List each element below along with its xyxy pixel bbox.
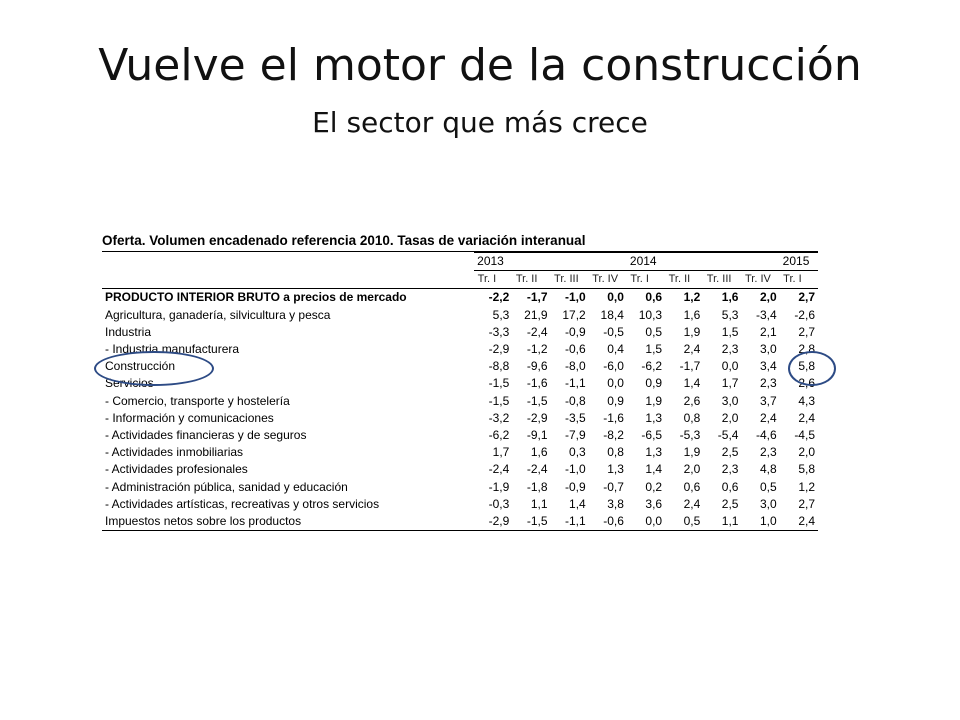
row-value: -2,4 — [526, 462, 548, 477]
row-value: -1,1 — [551, 513, 589, 531]
quarter-header: Tr. IV — [741, 271, 779, 289]
row-value: -2,6 — [794, 307, 815, 322]
row-label: Industria — [105, 324, 152, 339]
row-value: -0,5 — [603, 324, 624, 339]
row-value: 2,4 — [683, 342, 701, 357]
row-label: Servicios — [105, 376, 154, 391]
table-caption: Oferta. Volumen encadenado referencia 2010. Tasas de variación interanual — [102, 232, 818, 252]
row-value: 3,7 — [759, 393, 777, 408]
row-value: -9,6 — [526, 359, 548, 374]
row-value: -1,7 — [512, 289, 550, 307]
quarter-header: Tr. IV — [589, 271, 627, 289]
row-value: -6,2 — [488, 427, 510, 442]
slide-subtitle: El sector que más crece — [312, 106, 648, 139]
row-value: -7,9 — [565, 427, 586, 442]
quarter-header-spacer — [102, 271, 474, 289]
row-value: -1,7 — [679, 359, 701, 374]
row-value: 1,5 — [645, 342, 663, 357]
row-value: 2,4 — [798, 410, 815, 425]
row-label: - Actividades artísticas, recreativas y otros servicios — [105, 496, 380, 511]
row-value: 0,0 — [721, 359, 739, 374]
row-value: -2,9 — [488, 342, 510, 357]
row-value: 1,6 — [703, 289, 741, 307]
table-row — [102, 427, 818, 444]
row-value: 2,8 — [798, 342, 815, 357]
row-value: 3,0 — [759, 496, 777, 511]
row-value: 3,6 — [645, 496, 663, 511]
row-value: 1,1 — [530, 496, 548, 511]
row-value: -6,2 — [641, 359, 663, 374]
row-label: - Información y comunicaciones — [105, 410, 274, 425]
row-value: -0,6 — [589, 513, 627, 531]
row-value: 2,5 — [721, 445, 739, 460]
row-value: 0,2 — [645, 479, 663, 494]
gdp-supply-table — [102, 232, 818, 531]
row-label: - Industria manufacturera — [105, 342, 240, 357]
row-value: 0,9 — [645, 376, 663, 391]
row-value: 1,7 — [492, 445, 510, 460]
row-value: 0,5 — [759, 479, 777, 494]
row-value: -8,2 — [603, 427, 624, 442]
row-value: 0,9 — [607, 393, 624, 408]
row-value: 1,5 — [721, 324, 739, 339]
row-value: 0,5 — [645, 324, 663, 339]
row-value: 2,3 — [759, 376, 777, 391]
row-value: -2,9 — [474, 513, 512, 531]
row-value: 0,8 — [683, 410, 701, 425]
row-value: 0,8 — [607, 445, 624, 460]
row-value: 2,4 — [780, 513, 818, 531]
row-value: 2,3 — [721, 342, 739, 357]
year-header-spacer — [102, 253, 474, 271]
row-value: -0,9 — [565, 324, 586, 339]
year-header-2014: 2014 — [627, 253, 780, 271]
row-label: - Administración pública, sanidad y educación — [105, 479, 348, 494]
row-value: 0,3 — [569, 445, 586, 460]
row-value: 2,7 — [780, 289, 818, 307]
row-value: 1,3 — [645, 410, 663, 425]
row-value: 0,0 — [589, 289, 627, 307]
row-label: Construcción — [105, 359, 176, 374]
row-value: 0,4 — [607, 342, 624, 357]
row-value: -1,6 — [526, 376, 548, 391]
row-value: -2,9 — [526, 410, 548, 425]
row-value: -4,6 — [755, 427, 777, 442]
table-row — [102, 393, 818, 410]
row-value: 2,4 — [683, 496, 701, 511]
row-value: -1,0 — [565, 462, 586, 477]
quarter-header: Tr. I — [474, 271, 512, 289]
row-value: 0,6 — [683, 479, 701, 494]
row-value: 2,3 — [721, 462, 739, 477]
row-value: 1,4 — [569, 496, 586, 511]
row-value: 1,6 — [683, 307, 701, 322]
row-value: -1,6 — [603, 410, 624, 425]
row-value: 2,6 — [798, 376, 815, 391]
row-label: - Actividades financieras y de seguros — [105, 427, 307, 442]
row-value: 2,0 — [741, 289, 779, 307]
row-value: 3,0 — [759, 342, 777, 357]
row-value: 2,0 — [721, 410, 739, 425]
row-value: 2,3 — [759, 445, 777, 460]
row-value: -1,5 — [512, 513, 550, 531]
quarter-header-row — [102, 271, 818, 289]
row-label: Agricultura, ganadería, silvicultura y pesca — [105, 307, 331, 322]
table-row — [102, 513, 818, 531]
row-value: 3,0 — [721, 393, 739, 408]
row-value: 5,8 — [798, 462, 815, 477]
row-value: 1,9 — [645, 393, 663, 408]
year-header-row — [102, 253, 818, 271]
row-value: -5,3 — [679, 427, 701, 442]
row-value: 5,3 — [492, 307, 510, 322]
row-value: -1,2 — [526, 342, 548, 357]
row-value: -5,4 — [717, 427, 739, 442]
row-value: 0,6 — [721, 479, 739, 494]
row-value: 1,9 — [683, 324, 701, 339]
row-value: 2,7 — [798, 496, 815, 511]
row-value: -8,0 — [565, 359, 586, 374]
row-value: 3,8 — [607, 496, 624, 511]
table-row — [102, 307, 818, 324]
row-value: -1,5 — [488, 393, 510, 408]
table-row — [102, 375, 818, 392]
year-header-2015: 2015 — [780, 253, 818, 271]
row-value: 0,5 — [665, 513, 703, 531]
row-value: -2,2 — [474, 289, 512, 307]
row-value: -3,3 — [488, 324, 510, 339]
row-value: -0,8 — [565, 393, 586, 408]
row-value: 1,2 — [798, 479, 815, 494]
row-value: -0,7 — [603, 479, 624, 494]
gdp-row — [102, 289, 818, 307]
row-value: 10,3 — [638, 307, 663, 322]
row-value: 21,9 — [524, 307, 548, 322]
data-table — [102, 252, 818, 531]
row-value: 2,0 — [798, 445, 815, 460]
year-header-2013: 2013 — [474, 253, 627, 271]
row-value: 1,4 — [683, 376, 701, 391]
row-value: 3,4 — [759, 359, 777, 374]
row-value: -2,4 — [488, 462, 510, 477]
row-value: 0,6 — [627, 289, 665, 307]
row-value: 1,3 — [645, 445, 663, 460]
row-value: 1,9 — [683, 445, 701, 460]
row-label: - Actividades inmobiliarias — [105, 445, 244, 460]
table-row — [102, 496, 818, 513]
row-label: PRODUCTO INTERIOR BRUTO a precios de mercado — [102, 289, 474, 307]
row-value: -1,9 — [488, 479, 510, 494]
table-row — [102, 410, 818, 427]
row-value: 1,4 — [645, 462, 663, 477]
row-value: 17,2 — [562, 307, 586, 322]
row-value: -1,0 — [551, 289, 589, 307]
slide-title: Vuelve el motor de la construcción — [98, 40, 862, 91]
row-value: 1,6 — [530, 445, 548, 460]
row-label: Impuestos netos sobre los productos — [102, 513, 474, 531]
quarter-header: Tr. II — [665, 271, 703, 289]
row-value: 5,8 — [798, 359, 815, 374]
row-value: 1,3 — [607, 462, 624, 477]
row-value: 1,2 — [665, 289, 703, 307]
quarter-header: Tr. I — [627, 271, 665, 289]
row-value: -0,6 — [565, 342, 586, 357]
table-body — [102, 289, 818, 531]
row-value: 1,0 — [741, 513, 779, 531]
row-value: -6,5 — [641, 427, 663, 442]
row-value: 2,6 — [683, 393, 701, 408]
quarter-header: Tr. III — [551, 271, 589, 289]
row-value: -0,9 — [565, 479, 586, 494]
row-value: 5,3 — [721, 307, 739, 322]
quarter-header: Tr. II — [512, 271, 550, 289]
row-value: -1,5 — [526, 393, 548, 408]
row-value: 18,4 — [600, 307, 624, 322]
row-value: 4,8 — [759, 462, 777, 477]
row-value: -4,5 — [794, 427, 815, 442]
row-value: -3,5 — [565, 410, 586, 425]
row-value: -8,8 — [488, 359, 510, 374]
row-value: 2,0 — [683, 462, 701, 477]
table-row — [102, 341, 818, 358]
table-row — [102, 324, 818, 341]
row-value: -1,1 — [565, 376, 586, 391]
row-value: 1,1 — [703, 513, 741, 531]
row-value: -3,2 — [488, 410, 510, 425]
table-row — [102, 461, 818, 478]
row-value: 2,4 — [759, 410, 777, 425]
row-value: 2,7 — [798, 324, 815, 339]
row-value: 1,7 — [721, 376, 739, 391]
row-value: 0,0 — [627, 513, 665, 531]
quarter-header: Tr. III — [703, 271, 741, 289]
row-value: 2,1 — [759, 324, 777, 339]
row-value: -2,4 — [526, 324, 548, 339]
row-value: -3,4 — [755, 307, 777, 322]
row-value: -0,3 — [488, 496, 510, 511]
row-value: -1,5 — [488, 376, 510, 391]
table-row — [102, 478, 818, 495]
row-value: -1,8 — [526, 479, 548, 494]
row-value: 0,0 — [607, 376, 624, 391]
table-row — [102, 444, 818, 461]
row-label: - Actividades profesionales — [105, 462, 248, 477]
row-value: -9,1 — [526, 427, 548, 442]
table-row — [102, 358, 818, 375]
quarter-header: Tr. I — [780, 271, 818, 289]
row-label: - Comercio, transporte y hostelería — [105, 393, 290, 408]
row-value: 4,3 — [798, 393, 815, 408]
row-value: 2,5 — [721, 496, 739, 511]
row-value: -6,0 — [603, 359, 624, 374]
